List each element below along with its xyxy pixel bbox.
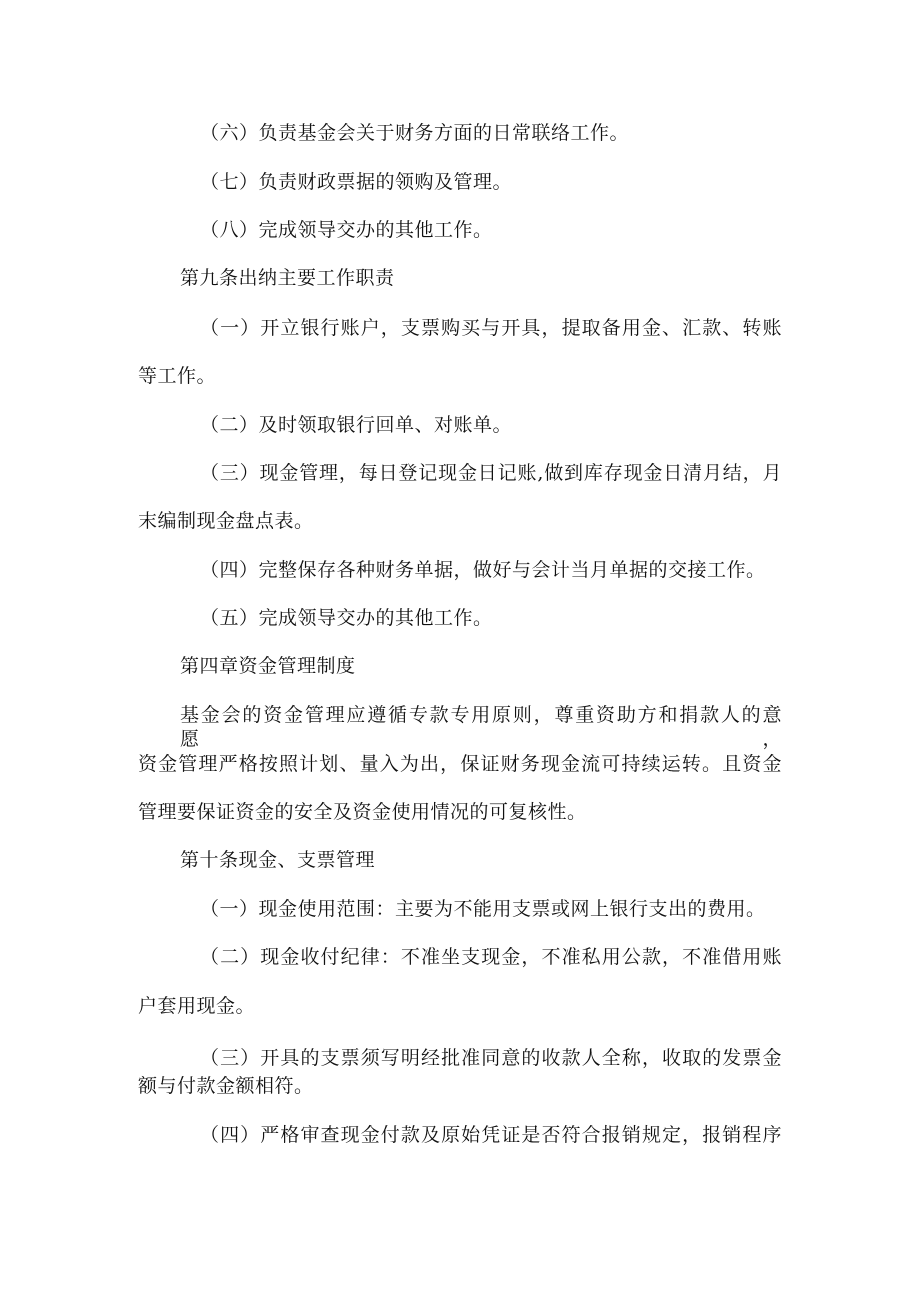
paragraph-line: （三）开具的支票须写明经批准同意的收款人全称，收取的发票金	[200, 1047, 782, 1069]
paragraph-line: 等工作。	[138, 365, 217, 387]
paragraph-line: （三）现金管理，每日登记现金日记账,做到库存现金日清月结，月	[200, 462, 782, 484]
paragraph-line: （五）完成领导交办的其他工作。	[200, 607, 493, 629]
paragraph-line: （七）负责财政票据的领购及管理。	[200, 171, 513, 193]
paragraph-line: （四）完整保存各种财务单据，做好与会计当月单据的交接工作。	[200, 559, 766, 581]
paragraph-line: （二）及时领取银行回单、对账单。	[200, 414, 513, 436]
paragraph-line: 基金会的资金管理应遵循专款专用原则，尊重资助方和捐款人的意愿，	[180, 704, 782, 750]
paragraph-line: （二）现金收付纪律：不准坐支现金，不准私用公款，不准借用账	[200, 946, 782, 968]
paragraph-line: 资金管理严格按照计划、量入为出，保证财务现金流可持续运转。且资金	[138, 753, 782, 775]
chapter-heading: 第四章资金管理制度	[180, 655, 356, 677]
paragraph-line: 额与付款金额相符。	[138, 1075, 314, 1097]
paragraph-line: 户套用现金。	[138, 995, 256, 1017]
paragraph-line: （八）完成领导交办的其他工作。	[200, 219, 493, 241]
paragraph-line: （六）负责基金会关于财务方面的日常联络工作。	[200, 122, 630, 144]
paragraph-line: 管理要保证资金的安全及资金使用情况的可复核性。	[138, 801, 587, 823]
paragraph-line: （一）开立银行账户，支票购买与开具，提取备用金、汇款、转账	[200, 317, 782, 339]
paragraph-line: 末编制现金盘点表。	[138, 510, 314, 532]
paragraph-line: （一）现金使用范围：主要为不能用支票或网上银行支出的费用。	[200, 898, 766, 920]
section-heading: 第十条现金、支票管理	[180, 849, 376, 871]
section-heading: 第九条出纳主要工作职责	[180, 267, 395, 289]
paragraph-line: （四）严格审查现金付款及原始凭证是否符合报销规定，报销程序	[200, 1124, 782, 1146]
